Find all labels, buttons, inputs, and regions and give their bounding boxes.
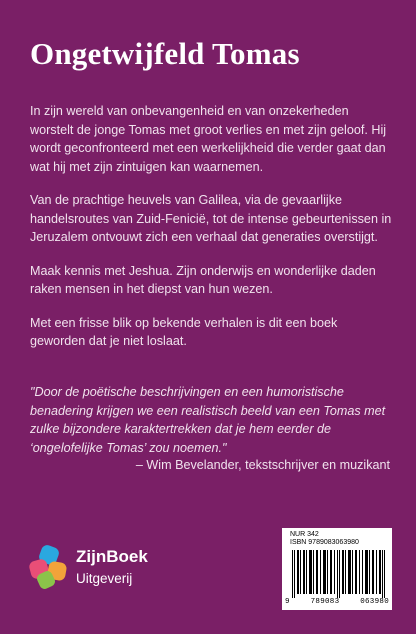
publisher-subtitle: Uitgeverij <box>76 571 133 586</box>
publisher-name: ZijnBoek <box>76 547 148 566</box>
blurb-paragraph: Van de prachtige heuvels van Galilea, via de gevaarlijke handelsroutes van Zuid-Fenicië, tot de intense gebeurtenissen in Jeruzalem ontvouwt zich een verhaal dat generaties overstijgt. <box>30 193 392 244</box>
puzzle-logo-icon <box>28 544 72 590</box>
barcode-bars <box>290 550 386 598</box>
nur-code: NUR 342 <box>290 531 319 538</box>
publisher-logo <box>28 538 158 598</box>
barcode-digit-group: 789083 <box>310 598 340 606</box>
book-title: Ongetwijfeld Tomas <box>30 36 300 71</box>
isbn-barcode <box>282 528 392 610</box>
review-quote: "Door de poëtische beschrijvingen en een humoristische benadering krijgen we een realistisch beeld van een Tomas met zulke bijzondere karaktertrekken dat je hem eerder de ‘ongelofelijke Tomas’ zou noemen." <box>30 385 386 455</box>
blurb-paragraph: In zijn wereld van onbevangenheid en van onzekerheden worstelt de jonge Tomas met groot verlies en met zijn geloof. Hij wordt geconfronteerd met een werkelijkheid die verder gaat dan wat hij met zijn zintuigen kan waarnemen. <box>30 104 387 174</box>
blurb-paragraph: Met een frisse blik op bekende verhalen is dit een boek geworden dat je niet loslaat. <box>30 315 338 348</box>
blurb <box>30 102 392 366</box>
isbn-number: ISBN 9789083063980 <box>290 539 359 546</box>
barcode-digits <box>285 598 389 606</box>
blurb-paragraph: Maak kennis met Jeshua. Zijn onderwijs en wonderlijke daden raken mensen in het diepst van hun wezen. <box>30 263 376 296</box>
barcode-digit-group: 9 <box>285 598 290 606</box>
barcode-digit-group: 063980 <box>360 598 389 606</box>
quote-attribution: – Wim Bevelander, tekstschrijver en muzikant <box>135 458 390 472</box>
